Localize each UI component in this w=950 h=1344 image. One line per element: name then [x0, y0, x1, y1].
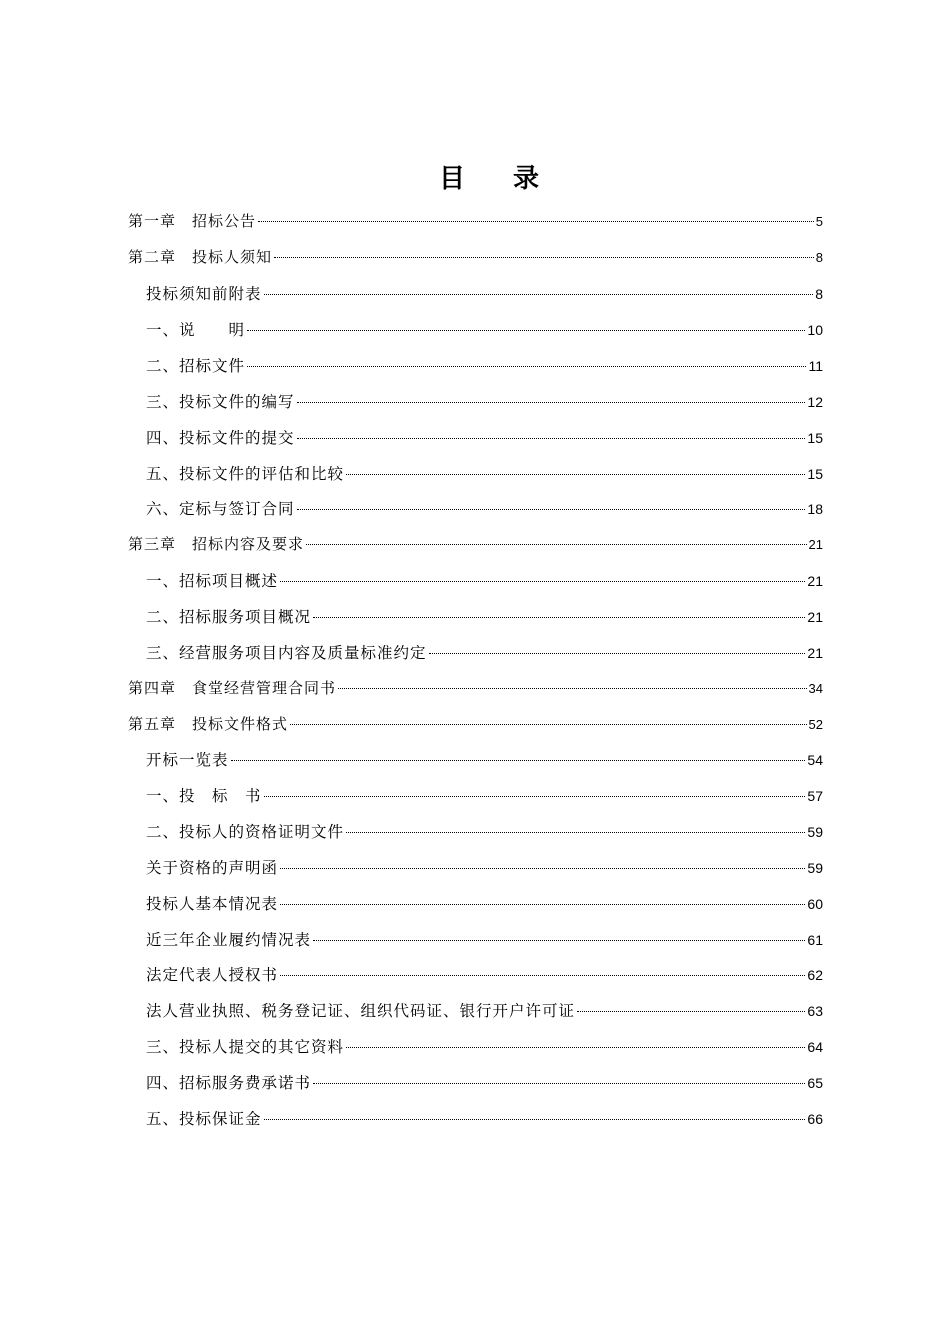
toc-leader — [297, 509, 806, 510]
toc-entry[interactable] — [146, 282, 823, 306]
toc-entry[interactable] — [146, 748, 823, 772]
toc-entry[interactable] — [146, 390, 823, 414]
toc-entry-label: 第二章 投标人须知 — [128, 248, 273, 266]
toc-entry-label: 开标一览表 — [146, 751, 229, 769]
toc-entry-label: 投标须知前附表 — [146, 285, 262, 303]
toc-leader — [258, 221, 814, 222]
toc-entry-label: 二、投标人的资格证明文件 — [146, 823, 345, 841]
toc-entry-label: 五、投标保证金 — [146, 1110, 262, 1128]
toc-entry[interactable] — [146, 856, 823, 880]
toc-leader — [280, 868, 805, 869]
toc-entry[interactable] — [146, 354, 823, 378]
toc-entry-page: 64 — [807, 1039, 823, 1055]
page-title-char: 录 — [513, 164, 542, 194]
toc-entry[interactable] — [146, 641, 823, 665]
toc-leader — [274, 257, 814, 258]
toc-leader — [280, 904, 805, 905]
toc-entry-label: 三、经营服务项目内容及质量标准约定 — [146, 644, 427, 662]
toc-entry-label: 一、说 明 — [146, 321, 246, 339]
toc-entry-page: 12 — [807, 394, 823, 410]
toc-entry-label: 三、投标人提交的其它资料 — [146, 1038, 345, 1056]
toc-entry[interactable] — [146, 963, 823, 987]
toc-leader — [313, 940, 805, 941]
toc-entry-label: 四、投标文件的提交 — [146, 429, 295, 447]
toc-entry-page: 18 — [807, 501, 823, 517]
toc-entry-label: 第三章 招标内容及要求 — [128, 535, 305, 553]
toc-entry[interactable] — [146, 1107, 823, 1131]
toc-entry-label: 一、投 标 书 — [146, 787, 262, 805]
toc-entry[interactable] — [128, 210, 823, 234]
toc-entry[interactable] — [128, 246, 823, 270]
toc-leader — [338, 688, 807, 689]
toc-leader — [264, 294, 814, 295]
toc-entry-page: 61 — [807, 932, 823, 948]
toc-entry-page: 52 — [808, 717, 823, 732]
toc-entry[interactable] — [146, 462, 823, 486]
toc-leader — [313, 617, 805, 618]
toc-entry-page: 34 — [808, 681, 823, 696]
toc-leader — [280, 975, 805, 976]
toc-entry-page: 11 — [808, 358, 823, 374]
toc-entry[interactable] — [146, 1071, 823, 1095]
toc-entry-label: 法定代表人授权书 — [146, 966, 279, 984]
toc-entry[interactable] — [146, 569, 823, 593]
toc-entry[interactable] — [146, 820, 823, 844]
toc-entry[interactable] — [128, 677, 823, 701]
toc-leader — [264, 1119, 806, 1120]
toc-entry-page: 21 — [808, 537, 823, 552]
toc-leader — [247, 366, 806, 367]
toc-entry-page: 62 — [807, 967, 823, 983]
toc-entry-label: 四、招标服务费承诺书 — [146, 1074, 312, 1092]
toc-entry-page: 15 — [807, 466, 823, 482]
toc-entry[interactable] — [146, 999, 823, 1023]
toc-entry-page: 65 — [807, 1075, 823, 1091]
toc-entry-page: 63 — [807, 1003, 823, 1019]
toc-entry-label: 投标人基本情况表 — [146, 895, 279, 913]
toc-leader — [306, 544, 807, 545]
toc-entry-label: 三、投标文件的编写 — [146, 393, 295, 411]
toc-entry-page: 66 — [807, 1111, 823, 1127]
toc-entry[interactable] — [128, 533, 823, 557]
toc-entry-label: 一、招标项目概述 — [146, 572, 279, 590]
toc-entry-label: 二、招标服务项目概况 — [146, 608, 312, 626]
toc-leader — [290, 724, 807, 725]
toc-leader — [247, 330, 805, 331]
toc-entry-label: 六、定标与签订合同 — [146, 500, 295, 518]
toc-entry[interactable] — [146, 426, 823, 450]
toc-leader — [264, 796, 806, 797]
toc-entry[interactable] — [146, 497, 823, 521]
toc-entry-label: 关于资格的声明函 — [146, 859, 279, 877]
toc-entry-label: 第一章 招标公告 — [128, 212, 257, 230]
toc-entry-label: 第四章 食堂经营管理合同书 — [128, 679, 337, 697]
toc-entry-page: 5 — [815, 214, 823, 229]
toc-entry-page: 21 — [807, 609, 823, 625]
toc-leader — [297, 438, 806, 439]
toc-leader — [346, 832, 805, 833]
toc-entry-page: 54 — [807, 752, 823, 768]
toc-entry-label: 五、投标文件的评估和比较 — [146, 465, 345, 483]
toc-entry[interactable] — [146, 1035, 823, 1059]
toc-entry[interactable] — [146, 318, 823, 342]
toc-entry[interactable] — [128, 713, 823, 737]
toc-entry-label: 第五章 投标文件格式 — [128, 715, 289, 733]
toc-entry-page: 59 — [807, 860, 823, 876]
toc-leader — [297, 402, 806, 403]
toc-entry[interactable] — [146, 605, 823, 629]
toc-leader — [231, 760, 806, 761]
toc-entry-page: 60 — [807, 896, 823, 912]
toc-leader — [346, 1047, 805, 1048]
toc-entry-page: 10 — [807, 322, 823, 338]
toc-entry[interactable] — [146, 784, 823, 808]
toc-entry-page: 21 — [807, 573, 823, 589]
toc-leader — [346, 474, 805, 475]
toc-entry-page: 57 — [807, 788, 823, 804]
toc-entry-page: 15 — [807, 430, 823, 446]
toc-leader — [577, 1011, 805, 1012]
toc-leader — [280, 581, 805, 582]
toc-leader — [313, 1083, 805, 1084]
toc-leader — [429, 653, 806, 654]
page-title-char: 目 — [438, 164, 467, 194]
toc-entry-label: 近三年企业履约情况表 — [146, 931, 312, 949]
toc-entry[interactable] — [146, 928, 823, 952]
toc-entry-label: 二、招标文件 — [146, 357, 246, 375]
toc-entry-page: 8 — [815, 286, 823, 302]
toc-entry-page: 59 — [807, 824, 823, 840]
toc-entry-page: 21 — [807, 645, 823, 661]
toc-entry[interactable] — [146, 892, 823, 916]
toc-entry-label: 法人营业执照、税务登记证、组织代码证、银行开户许可证 — [146, 1002, 576, 1020]
toc-entry-page: 8 — [815, 250, 823, 265]
